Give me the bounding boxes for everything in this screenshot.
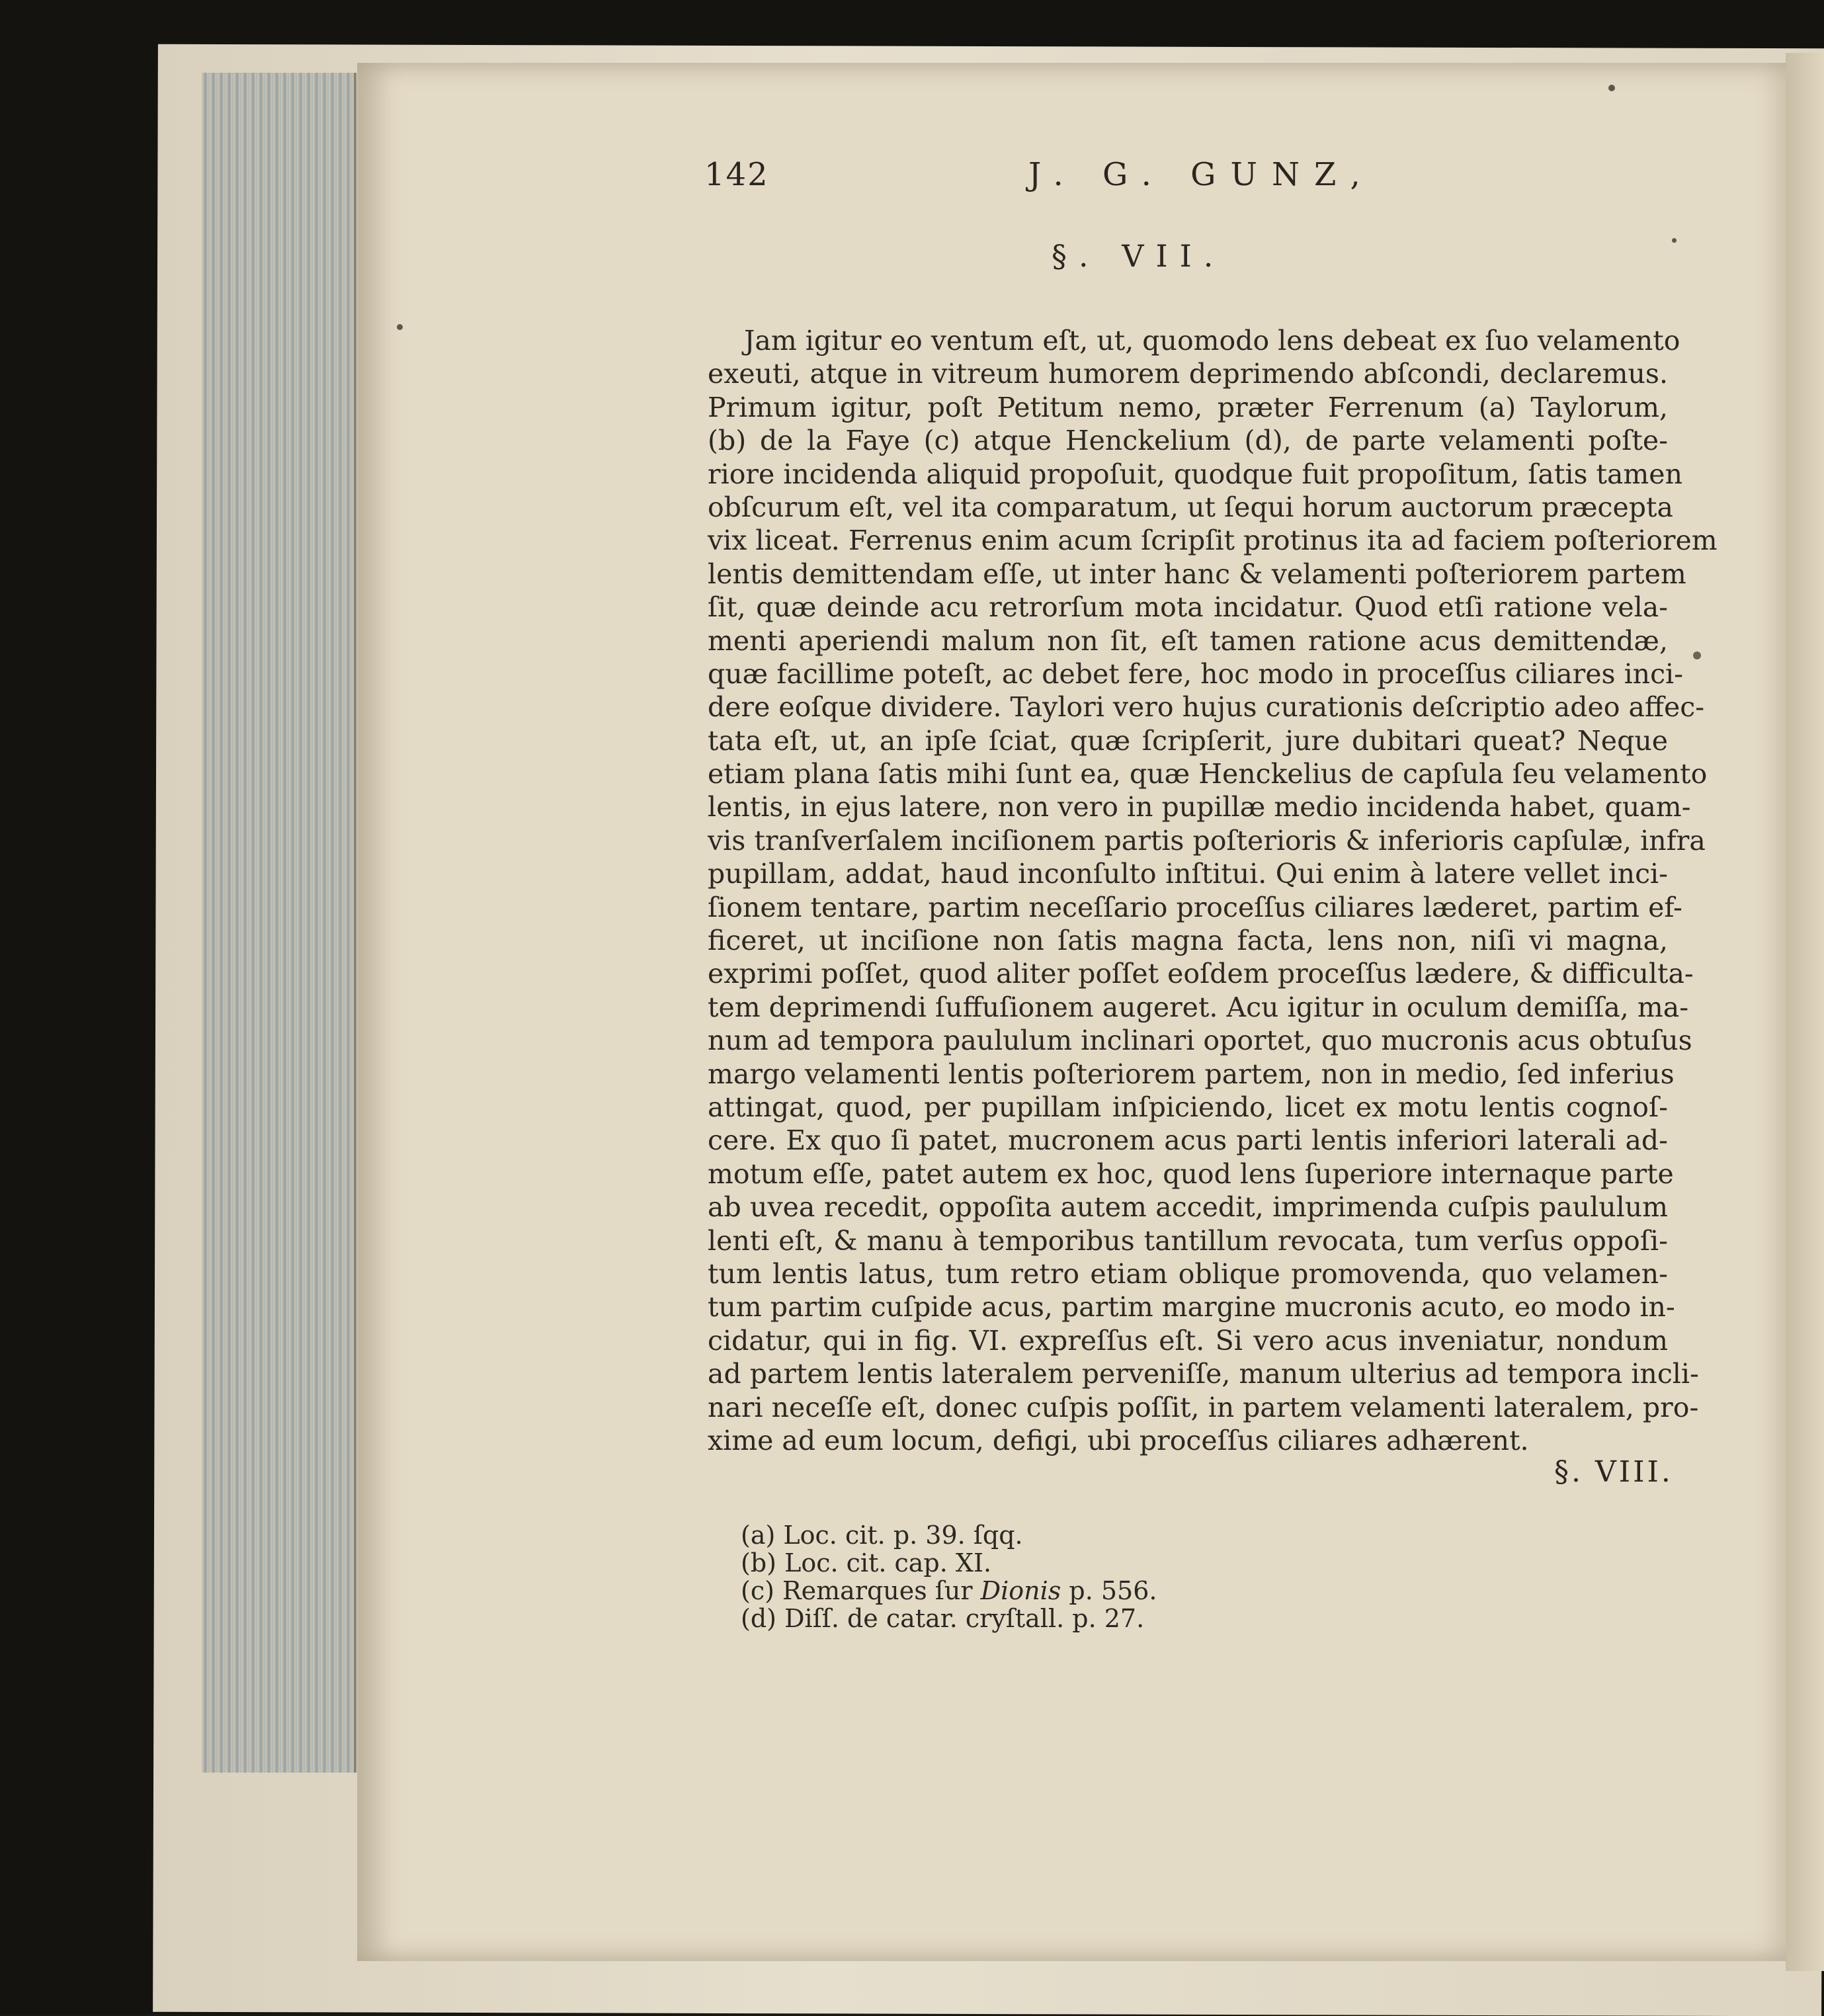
page-edges [202, 73, 356, 1773]
text-line: tum partim cuſpide acus, partim margine mucronis acuto, eo modo in- [708, 1291, 1675, 1323]
running-head-author: J. G. GUNZ, [1028, 156, 1375, 193]
footnote-text: Loc. cit. cap. XI. [784, 1548, 992, 1577]
footnote-mark: (c) [741, 1576, 774, 1605]
text-line: ſionem tentare, partim neceſſario proceſſus ciliares læderet, partim ef- [708, 891, 1682, 923]
footnote-text: p. 556. [1069, 1576, 1157, 1605]
text-line: xime ad eum locum, defigi, ubi proceſſus ciliares adhærent. [708, 1424, 1529, 1456]
text-line: lentis, in ejus latere, non vero in pupillæ medio incidenda habet, quam- [708, 791, 1691, 823]
running-head [704, 156, 1670, 202]
footnote-italic: Dionis [980, 1576, 1061, 1605]
text-line: (b) de la Faye (c) atque Henckelium (d), de parte velamenti poſte- [708, 425, 1668, 457]
text-line: lentis demittendam eſſe, ut inter hanc & velamenti poſteriorem partem [708, 558, 1686, 590]
text-line: exeuti, atque in vitreum humorem deprimendo abſcondi, declaremus. [708, 358, 1668, 390]
ink-speck [1672, 238, 1677, 243]
footnote-text: Remarques ſur [782, 1576, 973, 1605]
text-line: tem deprimendi ſuffuſionem augeret. Acu igitur in oculum demiſſa, ma- [708, 991, 1689, 1023]
text-line: exprimi poſſet, quod aliter poſſet eoſdem proceſſus lædere, & difficulta- [708, 958, 1694, 990]
body-text [708, 324, 1718, 1457]
text-line: ad partem lentis lateralem perveniſſe, manum ulterius ad tempora incli- [708, 1358, 1699, 1390]
footnote [741, 1521, 1157, 1549]
text-line: tata eſt, ut, an ipſe ſciat, quæ ſcripſerit, jure dubitari queat? Neque [708, 724, 1668, 757]
text-line: ab uvea recedit, oppoſita autem accedit, imprimenda cuſpis paululum [708, 1191, 1668, 1224]
text-line: pupillam, addat, haud inconſulto inſtitui. Qui enim à latere vellet inci- [708, 858, 1668, 890]
footnote [741, 1605, 1157, 1632]
text-line: margo velamenti lentis poſteriorem partem, non in medio, ſed inferius [708, 1058, 1675, 1090]
text-line: quæ facillime poteſt, ac debet fere, hoc modo in proceſſus ciliares inci- [708, 657, 1684, 690]
text-line: Jam igitur eo ventum eſt, ut, quomodo lens debeat ex ſuo velamento [744, 325, 1680, 357]
text-line: vis tranſverſalem inciſionem partis poſterioris & inferioris capſulæ, infra [708, 824, 1706, 857]
footnote [741, 1549, 1157, 1577]
section-title: §. VII. [1052, 238, 1225, 274]
facing-page-edge [1786, 53, 1824, 1971]
footnote [741, 1577, 1157, 1605]
text-line: cere. Ex quo ſi patet, mucronem acus parti lentis inferiori laterali ad- [708, 1124, 1668, 1157]
footnote-mark: (a) [741, 1521, 776, 1550]
text-line: nari neceſſe eſt, donec cuſpis poſſit, in partem velamenti lateralem, pro- [708, 1391, 1699, 1423]
text-line: cidatur, qui in fig. VI. expreſſus eſt. Si vero acus inveniatur, nondum [708, 1324, 1668, 1357]
text-line: tum lentis latus, tum retro etiam oblique promovenda, quo velamen- [708, 1257, 1668, 1290]
text-line: motum eſſe, patet autem ex hoc, quod lens ſuperiore internaque parte [708, 1157, 1674, 1190]
text-line: riore incidenda aliquid propoſuit, quodque fuit propoſitum, ſatis tamen [708, 458, 1682, 490]
footnote-text: Loc. cit. p. 39. ſqq. [783, 1521, 1023, 1550]
catchword-next-section: §. VIII. [1554, 1455, 1673, 1489]
text-line: Primum igitur, poſt Petitum nemo, præter Ferrenum (a) Taylorum, [708, 391, 1668, 423]
text-line: dere eoſque dividere. Taylori vero hujus curationis deſcriptio adeo affec- [708, 691, 1705, 724]
text-line: etiam plana ſatis mihi ſunt ea, quæ Henckelius de capſula ſeu velamento [708, 758, 1708, 790]
ink-speck [1608, 85, 1615, 91]
text-line: ſit, quæ deinde acu retrorſum mota incidatur. Quod etſi ratione vela- [708, 591, 1668, 624]
text-line: vix liceat. Ferrenus enim acum ſcripſit protinus ita ad faciem poſteriorem [708, 525, 1718, 557]
text-line: lenti eſt, & manu à temporibus tantillum revocata, tum verſus oppoſi- [708, 1224, 1668, 1257]
page-number: 142 [704, 156, 769, 193]
text-line: num ad tempora paululum inclinari oportet, quo mucronis acus obtuſus [708, 1025, 1692, 1057]
footnotes [741, 1521, 1157, 1632]
ink-speck [397, 324, 403, 330]
footnote-mark: (b) [741, 1548, 776, 1577]
footnote-mark: (d) [741, 1604, 776, 1633]
footnote-text: Diſſ. de catar. cryſtall. p. 27. [784, 1604, 1145, 1633]
text-line: menti aperiendi malum non ſit, eſt tamen ratione acus demittendæ, [708, 624, 1668, 657]
ink-speck [1693, 651, 1701, 659]
text-line: attingat, quod, per pupillam inſpiciendo, licet ex motu lentis cognoſ- [708, 1091, 1668, 1123]
text-line: obſcurum eſt, vel ita comparatum, ut ſequi horum auctorum præcepta [708, 491, 1673, 523]
text-line: ficeret, ut inciſione non ſatis magna facta, lens non, niſi vi magna, [708, 925, 1668, 957]
